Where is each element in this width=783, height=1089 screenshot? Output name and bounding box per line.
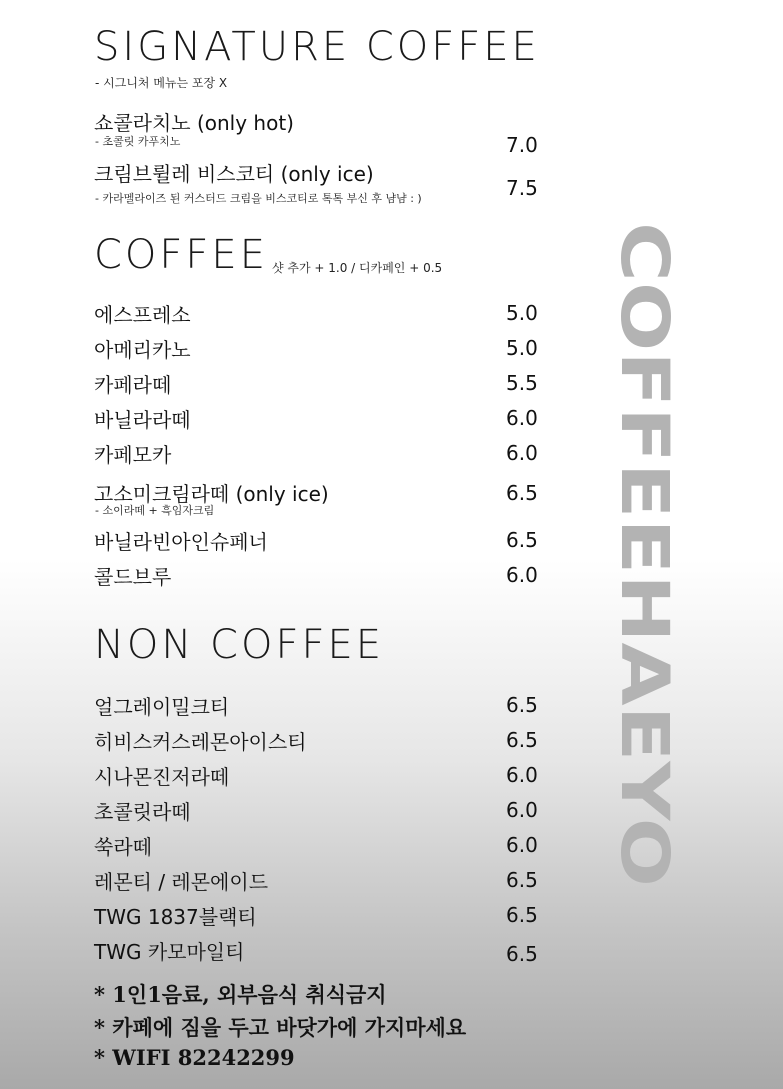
menu-item-name: 시나몬진저라떼	[94, 765, 230, 789]
menu-item-price: 6.0	[506, 406, 538, 430]
menu-item-price: 6.5	[506, 903, 538, 927]
menu-item-price: 7.0	[506, 133, 538, 157]
signature-note: - 시그니처 메뉴는 포장 X	[95, 76, 228, 90]
menu-item-price: 6.0	[506, 798, 538, 822]
menu-item-name: TWG 1837블랙티	[94, 905, 257, 929]
brand-watermark-text: COFFEEHAEYO	[606, 222, 683, 760]
brand-watermark	[606, 222, 686, 892]
menu-item-price: 6.5	[506, 693, 538, 717]
menu-item-name: 에스프레소	[94, 303, 191, 327]
menu-item-name: 히비스커스레몬아이스티	[94, 730, 307, 754]
menu-item-name: 바닐라빈아인슈페너	[94, 530, 268, 554]
menu-item-name: 바닐라라떼	[94, 408, 191, 432]
menu-item-name: 얼그레이밀크티	[94, 695, 230, 719]
footer-note: * 1인1음료, 외부음식 취식금지	[94, 982, 387, 1007]
menu-item-price: 6.5	[506, 528, 538, 552]
menu-item-name: 카페라떼	[94, 373, 172, 397]
menu-item-price: 6.0	[506, 763, 538, 787]
signature-section-title: SIGNATURE COFFEE	[94, 24, 540, 70]
menu-item-price: 5.5	[506, 371, 538, 395]
menu-item-name: 쑥라떼	[94, 835, 152, 859]
menu-item-price: 6.5	[506, 481, 538, 505]
menu-item-price: 6.5	[506, 868, 538, 892]
menu-item-name: 쇼콜라치노 (only hot)	[94, 111, 294, 135]
menu-item-price: 6.5	[506, 728, 538, 752]
menu-item-name: 콜드브루	[94, 565, 172, 589]
menu-item-price: 6.0	[506, 833, 538, 857]
menu-item-name: 크림브륄레 비스코티 (only ice)	[94, 162, 374, 186]
noncoffee-section-title: NON COFFEE	[94, 622, 385, 668]
menu-item-description: - 초콜릿 카푸치노	[95, 135, 181, 148]
footer-note: * WIFI 82242299	[94, 1045, 295, 1070]
menu-item-price: 5.0	[506, 336, 538, 360]
menu-item-name: TWG 카모마일티	[94, 940, 245, 964]
menu-item-price: 5.0	[506, 301, 538, 325]
menu-item-name: 고소미크림라떼 (only ice)	[94, 482, 329, 506]
footer-note: * 카페에 짐을 두고 바닷가에 가지마세요	[94, 1015, 467, 1040]
menu-item-price: 6.0	[506, 441, 538, 465]
menu-item-name: 아메리카노	[94, 338, 191, 362]
menu-item-description: - 소이라떼 + 흑임자크림	[95, 504, 215, 517]
menu-item-name: 카페모카	[94, 443, 172, 467]
coffee-section-title: COFFEE	[94, 232, 268, 278]
menu-item-price: 7.5	[506, 176, 538, 200]
menu-item-price: 6.5	[506, 942, 538, 966]
menu-item-price: 6.0	[506, 563, 538, 587]
menu-item-name: 레몬티 / 레몬에이드	[94, 870, 269, 894]
coffee-note: 샷 추가 + 1.0 / 디카페인 + 0.5	[272, 261, 443, 275]
menu-item-description: - 카라멜라이즈 된 커스터드 크림을 비스코티로 톡톡 부신 후 냠냠 : )	[95, 192, 422, 205]
menu-item-name: 초콜릿라떼	[94, 800, 191, 824]
